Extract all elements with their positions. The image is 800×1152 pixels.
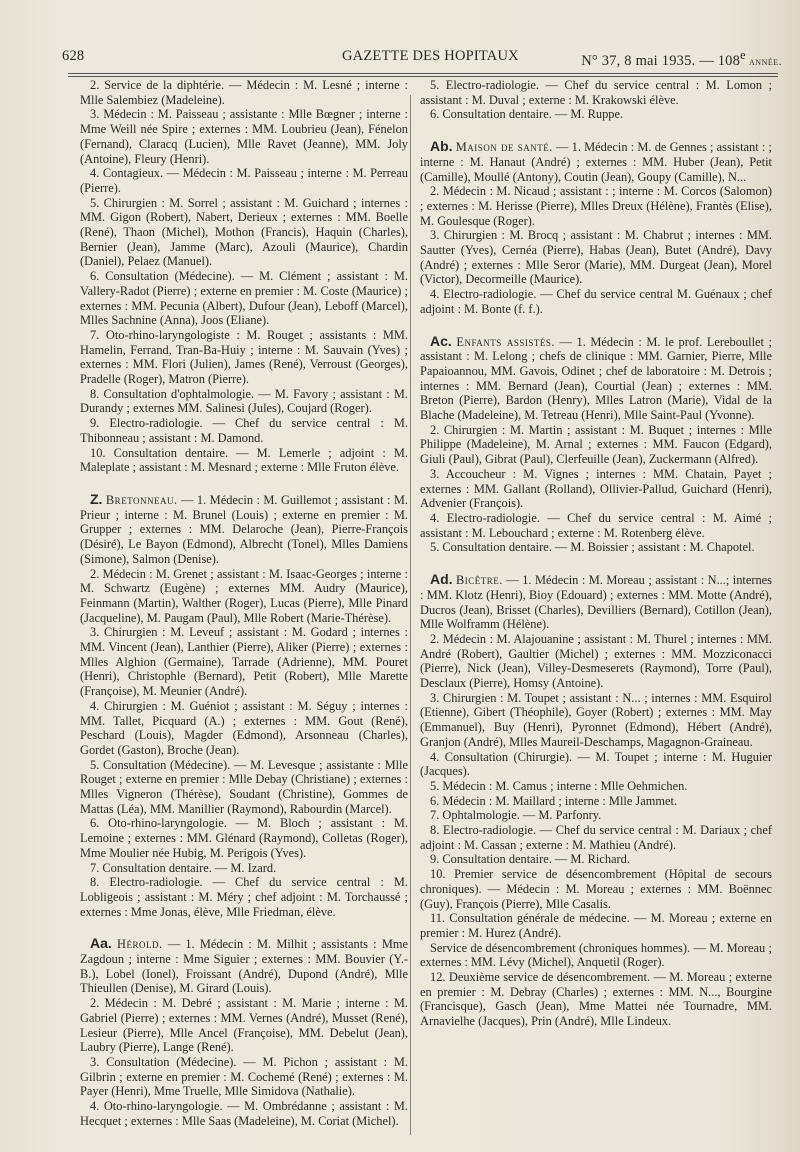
paragraph-text: 6. Consultation (Médecine). — M. Clément ; assistant : M. Vallery-Radot (Pierre) ; externe en premier : M. Coste (Maurice) ; externes : MM. Pecunia (Albert), Dufour (Jean), Leboff (Marcel), Mlles Sachnine (Anna), Joos (Eliane). xyxy=(80,269,408,328)
service-paragraph xyxy=(420,78,772,107)
paragraph-text: 11. Consultation générale de médecine. — M. Moreau ; externe en premier : M. Hurez (André). xyxy=(420,911,772,940)
issue-annee: année. xyxy=(745,55,782,68)
paragraph-text: 2. Chirurgien : M. Martin ; assistant : M. Buquet ; internes : Mlle Philippe (Madeleine), M. Arnal ; externes : MM. Faucon (Edgard), Giuli (Paul), Gibrat (Paul), Clerfeuille (Jean), Zuckermann (Alfred). xyxy=(420,422,772,467)
paragraph-text: 7. Consultation dentaire. — M. Izard. xyxy=(90,860,277,875)
section-paragraph xyxy=(420,572,772,632)
service-paragraph xyxy=(80,816,408,860)
section-code: Ad. xyxy=(430,571,453,588)
section-hospital-name: Bicêtre. xyxy=(456,573,503,588)
service-paragraph xyxy=(80,996,408,1055)
section-code: Ab. xyxy=(430,138,453,155)
service-paragraph xyxy=(420,911,772,940)
service-paragraph xyxy=(80,107,408,166)
paragraph-text: 4. Electro-radiologie. — Chef du service central M. Guénaux ; chef adjoint : M. Bonte (f. f.). xyxy=(420,287,772,316)
paragraph-text: 5. Consultation dentaire. — M. Boissier ; assistant : M. Chapotel. xyxy=(430,540,755,555)
service-paragraph xyxy=(420,750,772,779)
service-paragraph xyxy=(420,779,772,794)
paragraph-text: — 1. Médecin : M. Moreau ; assistant : N...; internes : MM. Klotz (Henri), Bioy (Edouard) ; externes : MM. Motte (André), Ducros (Jean), Brisset (Charles), Devilliers (Bernard), Cotillon (Jean), Mlle Wolframm (Hélène). xyxy=(420,573,772,632)
paragraph-text: 8. Electro-radiologie. — Chef du service central : M. Dariaux ; chef adjoint : M. Cassan ; externe : M. Mathieu (André). xyxy=(420,823,772,852)
service-paragraph xyxy=(80,416,408,445)
paragraph-text: 4. Oto-rhino-laryngologie. — M. Ombrédanne ; assistant : M. Hecquet ; externes : Mlle Saas (Madeleine), M. Coriat (Michel). xyxy=(80,1099,408,1128)
service-paragraph xyxy=(80,875,408,919)
section-paragraph xyxy=(80,492,408,567)
paragraph-text: 12. Deuxième service de désencombrement. — M. Moreau ; externe en premier : M. Debray (Charles) ; externes : MM. N..., Bourgine (Francisque), Gasch (Jean), Mme Mattei née Tournadre, MM. Arnavielhe (Jacques), Prin (André), Mlle Lindeux. xyxy=(420,970,772,1029)
service-paragraph xyxy=(420,107,772,122)
service-paragraph xyxy=(80,625,408,699)
service-paragraph xyxy=(420,691,772,750)
paragraph-text: 6. Consultation dentaire. — M. Ruppe. xyxy=(430,107,624,122)
section-paragraph xyxy=(420,139,772,184)
paragraph-text: 5. Electro-radiologie. — Chef du service central : M. Lomon ; assistant : M. Duval ; externe : M. Krakowski élève. xyxy=(420,78,772,107)
service-paragraph xyxy=(420,423,772,467)
paragraph-text: 10. Premier service de désencombrement (Hôpital de secours chroniques). — Médecin : M. Moreau ; externes : MM. Boënnec (Guy), François (Pierre), Mlle Casalis. xyxy=(420,867,772,911)
paragraph-text: 3. Médecin : M. Paisseau ; assistante : Mlle Bœgner ; interne : Mme Weill née Spire ; externes : MM. Loubrieu (Jean), Fénelon (Fernand), Claracq (Lucien), Mlle Ravet (Jeanne), MM. Joly (Antoine), Fleury (Henri). xyxy=(80,107,408,166)
paragraph-text: Service de désencombrement (chroniques hommes). — M. Moreau ; externes : MM. Lévy (Michel), Anquetil (Roger). xyxy=(420,940,772,970)
service-paragraph xyxy=(80,269,408,328)
paragraph-text: 7. Oto-rhino-laryngologiste : M. Rouget ; assistants : MM. Hamelin, Ferrand, Tran-Ba-Huiy ; interne : M. Sauvain (Yves) ; externes : MM. Flori (Julien), James (René), Verroust (Georges), Pradelle (Roger), Matron (Pierre). xyxy=(80,327,408,387)
service-paragraph xyxy=(420,287,772,316)
service-paragraph xyxy=(80,328,408,387)
paragraph-text: 9. Consultation dentaire. — M. Richard. xyxy=(430,852,630,867)
paragraph-text: 6. Médecin : M. Maillard ; interne : Mlle Jammet. xyxy=(430,793,678,808)
service-paragraph xyxy=(80,196,408,270)
header-rule-top xyxy=(68,73,778,74)
service-paragraph xyxy=(80,1099,408,1128)
service-paragraph xyxy=(420,808,772,823)
paragraph-text: 4. Electro-radiologie. — Chef du service central : M. Aimé ; assistant : M. Lebouchard ; externe : M. Rotenberg élève. xyxy=(420,510,772,540)
section-hospital-name: Enfants assistés. xyxy=(456,334,555,349)
service-paragraph xyxy=(420,794,772,809)
paragraph-text: 10. Consultation dentaire. — M. Lemerle ; adjoint : M. Maleplate ; assistant : M. Mesnard ; externe : Mlle Fruton élève. xyxy=(80,445,408,475)
paragraph-text: 3. Accoucheur : M. Vignes ; internes : MM. Chatain, Payet ; externes : MM. Gallant (Rolland), Ollivier-Pallud, Guichard (Henri), Advenier (François). xyxy=(420,466,772,511)
issue-date: N° 37, 8 mai 1935. — 108 xyxy=(581,52,741,69)
paragraph-text: 5. Consultation (Médecine). — M. Levesque ; assistante : Mlle Rouget ; externe en premier : Mlle Debay (Christiane) ; externes : Mlles Vigneron (Thérèse), Soudant (Christine), Gommes de Mattas (Léa), MM. Manillier (Raymond), Rabourdin (Marcel). xyxy=(80,757,408,816)
service-paragraph xyxy=(420,852,772,867)
service-paragraph xyxy=(80,166,408,195)
right-column xyxy=(420,78,772,1029)
journal-title: GAZETTE DES HOPITAUX xyxy=(342,48,519,64)
service-paragraph xyxy=(80,699,408,758)
section-code: Ac. xyxy=(430,332,452,349)
service-paragraph xyxy=(420,941,772,970)
paragraph-text: 7. Ophtalmologie. — M. Parfonry. xyxy=(430,808,602,823)
paragraph-text: 4. Contagieux. — Médecin : M. Paisseau ; interne : M. Perreau (Pierre). xyxy=(80,166,408,195)
paragraph-text: 3. Chirurgien : M. Toupet ; assistant : N... ; internes : MM. Esquirol (Etienne), Gibert (Théophile), Goyer (Robert) ; externes : MM. May (Emmanuel), Buy (Henri), Pyronnet (Edmond), Hébert (André), Granjon (André), Mlles Maureil-Deschamps, Magagnon-Graineau. xyxy=(420,690,772,749)
paragraph-text: 3. Chirurgien : M. Leveuf ; assistant : M. Godard ; internes : MM. Vincent (Jean), Lanthier (Pierre), Aliker (Pierre) ; externes : Mlles Alghion (Germaine), Tarrade (Adrienne), MM. Pouret (Henri), Christophle (Bernard), Petit (Robert), Mlle Marette (Françoise), M. Meunier (André). xyxy=(80,625,408,699)
section-hospital-name: Maison de santé. xyxy=(455,140,553,155)
service-paragraph xyxy=(80,78,408,107)
section-code: Z. xyxy=(90,490,103,507)
service-paragraph xyxy=(420,867,772,911)
service-paragraph xyxy=(80,567,408,626)
section-paragraph xyxy=(420,334,772,423)
service-paragraph xyxy=(420,632,772,691)
service-paragraph xyxy=(420,823,772,852)
service-paragraph xyxy=(80,861,408,876)
paragraph-text: 9. Electro-radiologie. — Chef du service central : M. Thibonneau ; assistant : M. Damond. xyxy=(80,416,408,445)
paragraph-text: 4. Consultation (Chirurgie). — M. Toupet ; interne : M. Huguier (Jacques). xyxy=(420,749,772,779)
paragraph-text: 6. Oto-rhino-laryngologie. — M. Bloch ; assistant : M. Lemoine ; externes : MM. Glénard (Raymond), Colletas (Roger), Mme Moulier née Hubig, M. Perigois (Yves). xyxy=(80,816,408,860)
paragraph-text: — 1. Médecin : M. le prof. Lereboullet ; assistant : M. Lelong ; chefs de clinique : MM. Garnier, Pierre, Mlle Papaioannou, MM. Gavois, Odinet ; chef de laboratoire : M. Detrois ; internes : MM. Bernard (Jean), Courtial (Jean) ; externes : MM. Breton (Pierre), Bardon (Henry), Mlles Latron (Marie), Vidal de la Blache (Madeleine), M. Tetreau (Henri), Mlle Saint-Paul (Yvonne). xyxy=(420,334,772,423)
paragraph-text: 5. Chirurgien : M. Sorrel ; assistant : M. Guichard ; internes : MM. Gigon (Robert), Nabert, Derieux ; externes : MM. Boelle (René), Thaon (Michel), Mothon (Francis), Haquin (Charles), Bernier (Jean), Jamme (Marc), Azouli (Maurice), Chardin (Daniel), Pelaez (Manuel). xyxy=(80,195,408,269)
service-paragraph xyxy=(420,184,772,228)
page-header xyxy=(62,44,782,68)
paragraph-text: 5. Médecin : M. Camus ; interne : Mlle Oehmichen. xyxy=(430,778,688,793)
paragraph-text: 3. Chirurgien : M. Brocq ; assistant : M. Chabrut ; internes : MM. Sautter (Yves), Cernéa (Pierre), Habas (Jean), Butet (André), Davy (André) ; externes : Mlle Seror (Marie), MM. Durgeat (Jean), Morel (Victor), Decormeille (Maurice). xyxy=(420,228,772,287)
service-paragraph xyxy=(420,540,772,555)
issue-ordinal: e xyxy=(740,48,746,62)
service-paragraph xyxy=(420,228,772,287)
service-paragraph xyxy=(80,758,408,817)
section-hospital-name: Bretonneau. xyxy=(105,492,178,507)
service-paragraph xyxy=(420,970,772,1029)
header-rule-bottom xyxy=(68,76,778,77)
service-paragraph xyxy=(80,1055,408,1099)
paragraph-text: 2. Médecin : M. Alajouanine ; assistant : M. Thurel ; internes : MM. André (Robert), Gaultier (Michel) ; externes : MM. Mozziconacci (Pierre), Nick (Jean), Villey-Desmeserets (Raymond), Torre (Paul), Desclaux (Pierre), Homsy (Antoine). xyxy=(420,631,772,691)
page-number: 628 xyxy=(62,48,85,64)
service-paragraph xyxy=(420,511,772,540)
paragraph-text: 4. Chirurgien : M. Guéniot ; assistant : M. Séguy ; internes : MM. Tallet, Picquard (A.) ; externes : MM. Gout (René), Peschard (Louis), Magder (Edmond), Arsonneau (Charles), Gordet (Gaston), Broche (Jean). xyxy=(80,698,408,757)
issue-info xyxy=(581,48,782,70)
paragraph-text: 2. Service de la diphtérie. — Médecin : M. Lesné ; interne : Mlle Salembiez (Madeleine). xyxy=(80,78,408,107)
paragraph-text: 8. Consultation d'ophtalmologie. — M. Favory ; assistant : M. Durandy ; externes MM. Salinesi (Jules), Coujard (Roger). xyxy=(80,386,408,416)
service-paragraph xyxy=(420,467,772,511)
paragraph-text: — 1. Médecin : M. Guillemot ; assistant : M. Prieur ; interne : M. Brunel (Louis) ; externe en premier : M. Grupper ; externes : MM. Delaroche (Jean), Pierre-François (Désiré), Le Bayon (Edmond), Albrecht (Tonel), Mlles Damiens (Simone), Salmon (Denise). xyxy=(80,492,408,566)
section-paragraph xyxy=(80,936,408,996)
paragraph-text: 2. Médecin : M. Grenet ; assistant : M. Isaac-Georges ; interne : M. Schwartz (Eugène) ; externes MM. Audry (Maurice), Feinmann (Martin), Walther (Roger), Lucas (Pierre), Mlle Pinard (Jacqueline), M. Paugam (Paul), Mlle Robert (Marie-Thérèse). xyxy=(80,566,408,625)
left-column xyxy=(80,78,408,1129)
column-separator xyxy=(410,95,411,1135)
paragraph-text: 8. Electro-radiologie. — Chef du service central : M. Lobligeois ; assistant : M. Méry ; chef adjoint : M. Torchaussé ; externes : Mme Jonas, élève, Mlle Friedman, élève. xyxy=(80,875,408,919)
section-hospital-name: Hérold. xyxy=(117,937,163,952)
paragraph-text: 3. Consultation (Médecine). — M. Pichon ; assistant : M. Gilbrin ; externe en premier : M. Cochemé (René) ; externes : M. Payer (Henri), Mme Truelle, Mlle Simidova (Nathalie). xyxy=(80,1055,408,1099)
paragraph-text: 2. Médecin : M. Debré ; assistant : M. Marie ; interne : M. Gabriel (Pierre) ; externes : MM. Vernes (André), Musset (René), Lesieur (Pierre), Mlle Ancel (Françoise), MM. Debelut (Jean), Laubry (Pierre), Lange (René). xyxy=(80,996,408,1055)
paragraph-text: 2. Médecin : M. Nicaud ; assistant : ; interne : M. Corcos (Salomon) ; externes : M. Herisse (Pierre), Mlles Dreux (Hélène), Frantès (Elise), M. Goulesque (Roger). xyxy=(420,184,772,228)
service-paragraph xyxy=(80,387,408,416)
section-code: Aa. xyxy=(90,935,112,952)
paragraph-text: — 1. Médecin : M. de Gennes ; assistant : ; interne : M. Hanaut (André) ; externes : MM. Huber (Jean), Petit (Camille), Moullé (Antony), Coutin (Jean), Goupy (Camille), N... xyxy=(420,140,772,184)
paragraph-text: — 1. Médecin : M. Milhit ; assistants : Mme Zagdoun ; interne : Mme Siguier ; externes : MM. Bouvier (Y.-B.), Lobel (Ionel), Froissant (André), Dupond (André), Mlle Thieullen (Denise), M. Girard (Louis). xyxy=(80,937,408,996)
service-paragraph xyxy=(80,446,408,475)
